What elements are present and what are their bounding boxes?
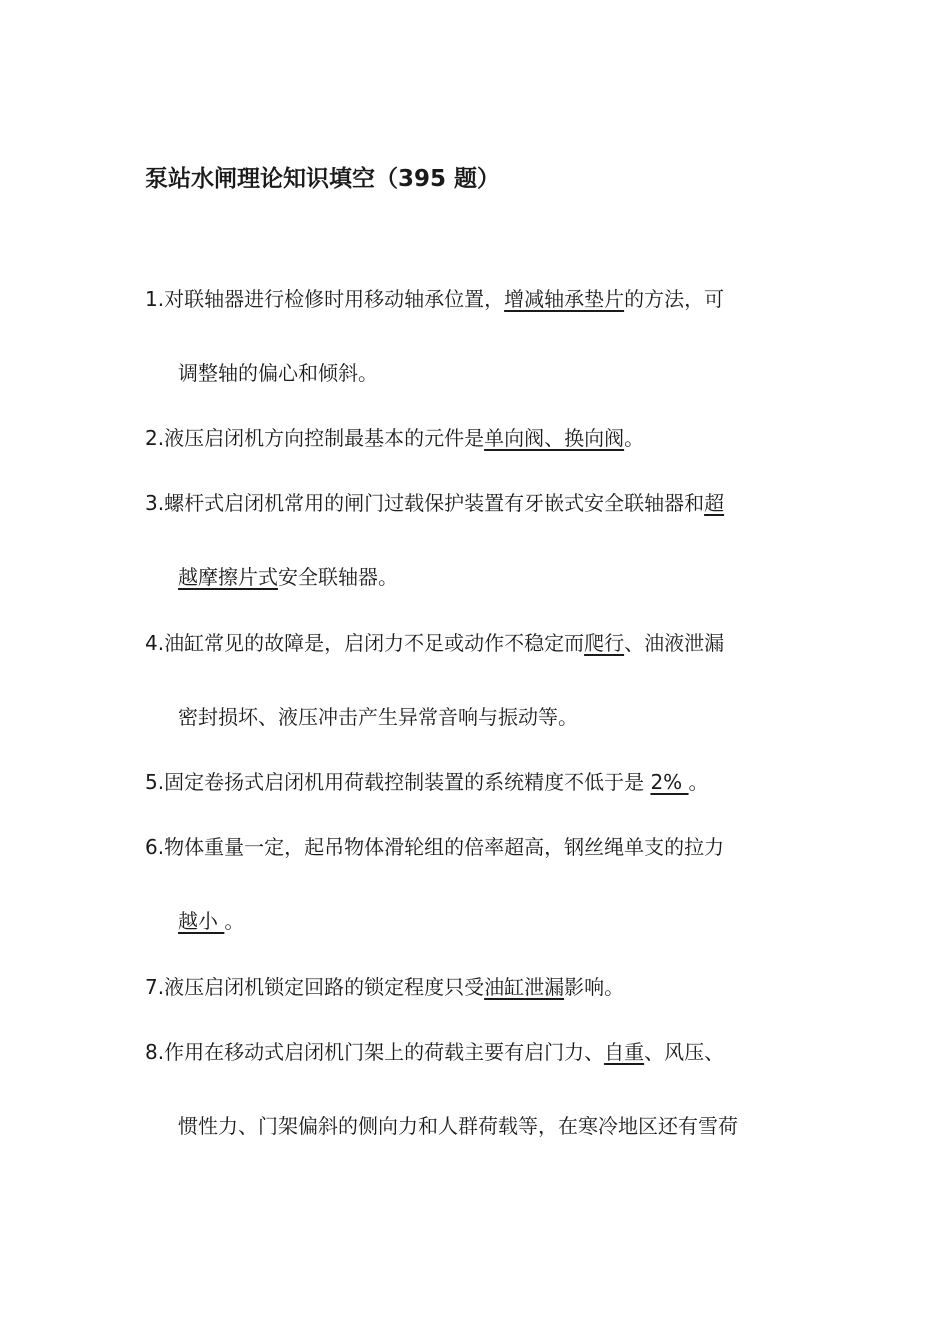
text-segment: 。 (624, 426, 645, 450)
text-segment: 3.螺杆式启闭机常用的闸门过载保护装置有牙嵌式安全联轴器和 (145, 491, 705, 515)
answer-blank: 超 (704, 491, 725, 515)
text-segment: 、风压、 (644, 1040, 725, 1064)
question-6-line-1 (145, 834, 724, 860)
answer-blank: 单向阀、换向阀 (484, 426, 625, 450)
question-5-line-1 (145, 769, 709, 795)
question-1-line-1 (145, 286, 724, 312)
text-segment: 密封损坏、液压冲击产生异常音响与振动等。 (178, 705, 578, 729)
answer-blank: 爬行 (584, 631, 625, 655)
answer-blank: 自重 (604, 1040, 645, 1064)
question-4-line-2 (178, 704, 578, 730)
text-segment: 5.固定卷扬式启闭机用荷载控制装置的系统精度不低于是 (145, 770, 651, 794)
question-4-line-1 (145, 630, 724, 656)
text-segment: 7.液压启闭机锁定回路的锁定程度只受 (145, 975, 485, 999)
answer-blank: 油缸泄漏 (484, 975, 565, 999)
text-segment: 影响。 (564, 975, 625, 999)
text-segment: 惯性力、门架偏斜的侧向力和人群荷载等，在寒冷地区还有雪荷 (178, 1114, 738, 1138)
text-segment: 2.液压启闭机方向控制最基本的元件是 (145, 426, 485, 450)
answer-blank: 越小 (178, 909, 225, 933)
text-segment: 1.对联轴器进行检修时用移动轴承位置， (145, 287, 505, 311)
text-segment: 4.油缸常见的故障是，启闭力不足或动作不稳定而 (145, 631, 585, 655)
question-8-line-2 (178, 1113, 738, 1139)
text-segment: 的方法，可 (624, 287, 725, 311)
question-8-line-1 (145, 1039, 724, 1065)
text-segment: 安全联轴器。 (278, 565, 398, 589)
text-segment: 6.物体重量一定，起吊物体滑轮组的倍率超高，钢丝绳单支的拉力 (145, 835, 725, 859)
answer-blank: 越摩擦片式 (178, 565, 278, 589)
question-3-line-1 (145, 490, 724, 516)
question-3-line-2 (178, 564, 398, 590)
text-segment: 。 (688, 770, 709, 794)
question-6-line-2 (178, 908, 244, 934)
question-1-line-2 (178, 360, 378, 386)
question-7-line-1 (145, 974, 624, 1000)
text-segment: 8.作用在移动式启闭机门架上的荷载主要有启门力、 (145, 1040, 605, 1064)
text-segment: 。 (224, 909, 245, 933)
question-2-line-1 (145, 425, 644, 451)
text-segment: 调整轴的偏心和倾斜。 (178, 361, 378, 385)
answer-blank: 2% (650, 770, 689, 794)
document-title: 泵站水闸理论知识填空（395 题） (145, 166, 501, 192)
answer-blank: 增减轴承垫片 (504, 287, 625, 311)
text-segment: 、油液泄漏 (624, 631, 725, 655)
